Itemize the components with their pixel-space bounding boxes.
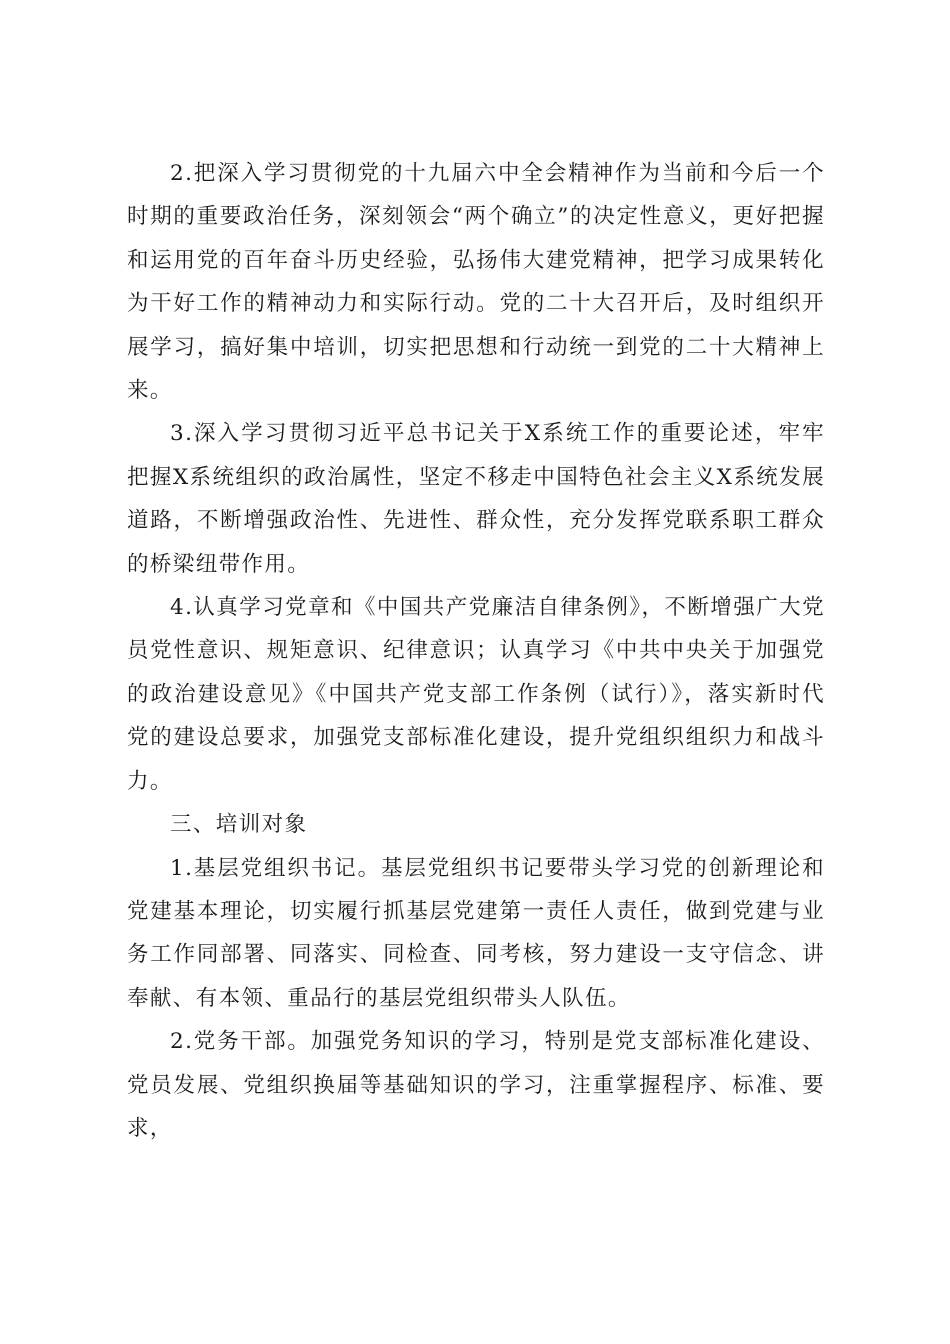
section-heading-training-targets: 三、培训对象 [170,812,308,838]
paragraph-item-3: 3.深入学习贯彻习近平总书记关于X系统工作的重要论述，牢牢把握X系统组织的政治属性，坚定不移走中国特色社会主义X系统发展道路，不断增强政治性、先进性、群众性，充分发挥党联系职工群众的桥梁纽带作用。 [127,421,825,577]
paragraph-item-4: 4.认真学习党章和《中国共产党廉洁自律条例》，不断增强广大党员党性意识、规矩意识、纪律意识；认真学习《中共中央关于加强党的政治建设意见》《中国共产党支部工作条例（试行）》，落实新时代党的建设总要求，加强党支部标准化建设，提升党组织组织力和战斗力。 [127,595,825,794]
paragraph-target-1: 1.基层党组织书记。基层党组织书记要带头学习党的创新理论和党建基本理论，切实履行抓基层党建第一责任人责任，做到党建与业务工作同部署、同落实、同检查、同考核，努力建设一支守信念、讲奉献、有本领、重品行的基层党组织带头人队伍。 [127,855,825,1011]
paragraph-item-2: 2.把深入学习贯彻党的十九届六中全会精神作为当前和今后一个时期的重要政治任务，深刻领会“两个确立”的决定性意义，更好把握和运用党的百年奋斗历史经验，弘扬伟大建党精神，把学习成果转化为干好工作的精神动力和实际行动。党的二十大召开后，及时组织开展学习，搞好集中培训，切实把思想和行动统一到党的二十大精神上来。 [127,161,825,404]
document-body [127,152,825,1150]
paragraph-target-2: 2.党务干部。加强党务知识的学习，特别是党支部标准化建设、党员发展、党组织换届等基础知识的学习，注重掌握程序、标准、要求， [127,1029,825,1141]
